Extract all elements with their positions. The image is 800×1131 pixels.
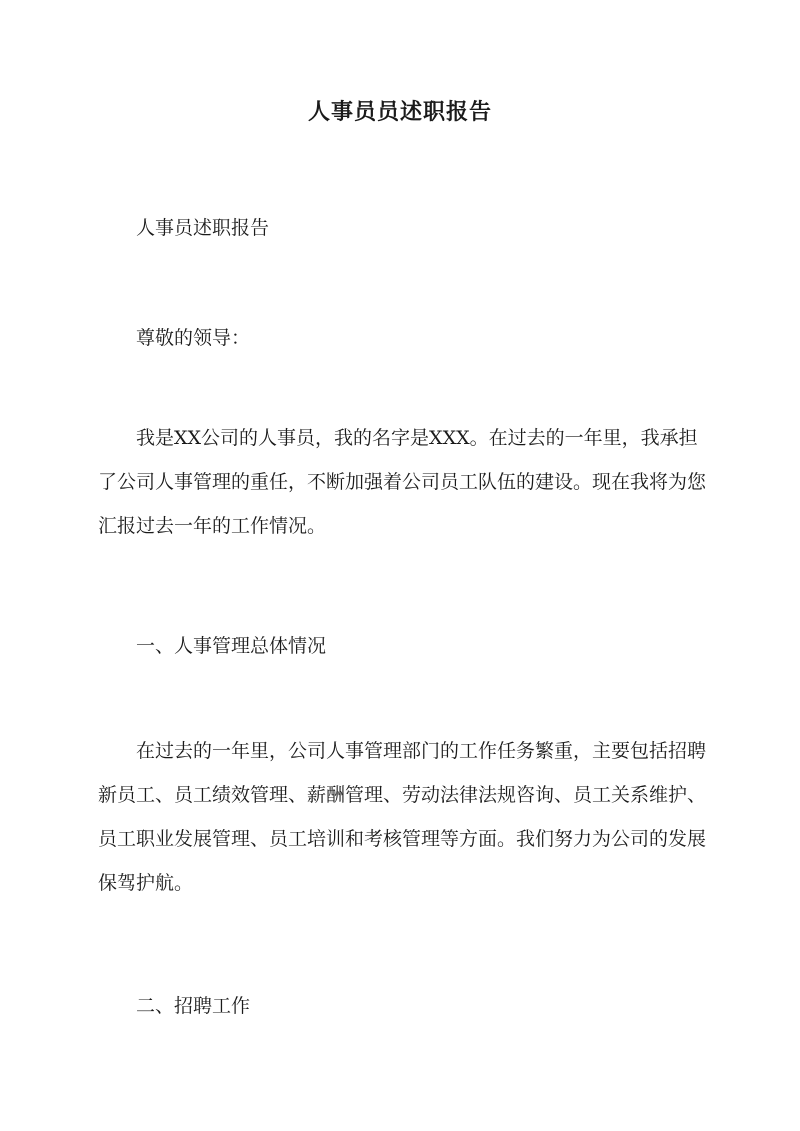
section-1-body: 在过去的一年里，公司人事管理部门的工作任务繁重，主要包括招聘新员工、员工绩效管理、薪酬管理、劳动法律法规咨询、员工关系维护、员工职业发展管理、员工培训和考核管理等方面。我们努力为公司的发展保驾护航。 [98,740,707,894]
greeting-paragraph: 尊敬的领导： [136,327,251,349]
document-title: 人事员员述职报告 [307,99,492,125]
section-1-heading: 一、人事管理总体情况 [136,635,327,657]
section-2-heading: 二、招聘工作 [136,995,251,1017]
intro-paragraph: 我是XX公司的人事员，我的名字是XXX。在过去的一年里，我承担了公司人事管理的重任，不断加强着公司员工队伍的建设。现在我将为您汇报过去一年的工作情况。 [98,427,707,537]
report-subtitle: 人事员述职报告 [136,217,270,239]
